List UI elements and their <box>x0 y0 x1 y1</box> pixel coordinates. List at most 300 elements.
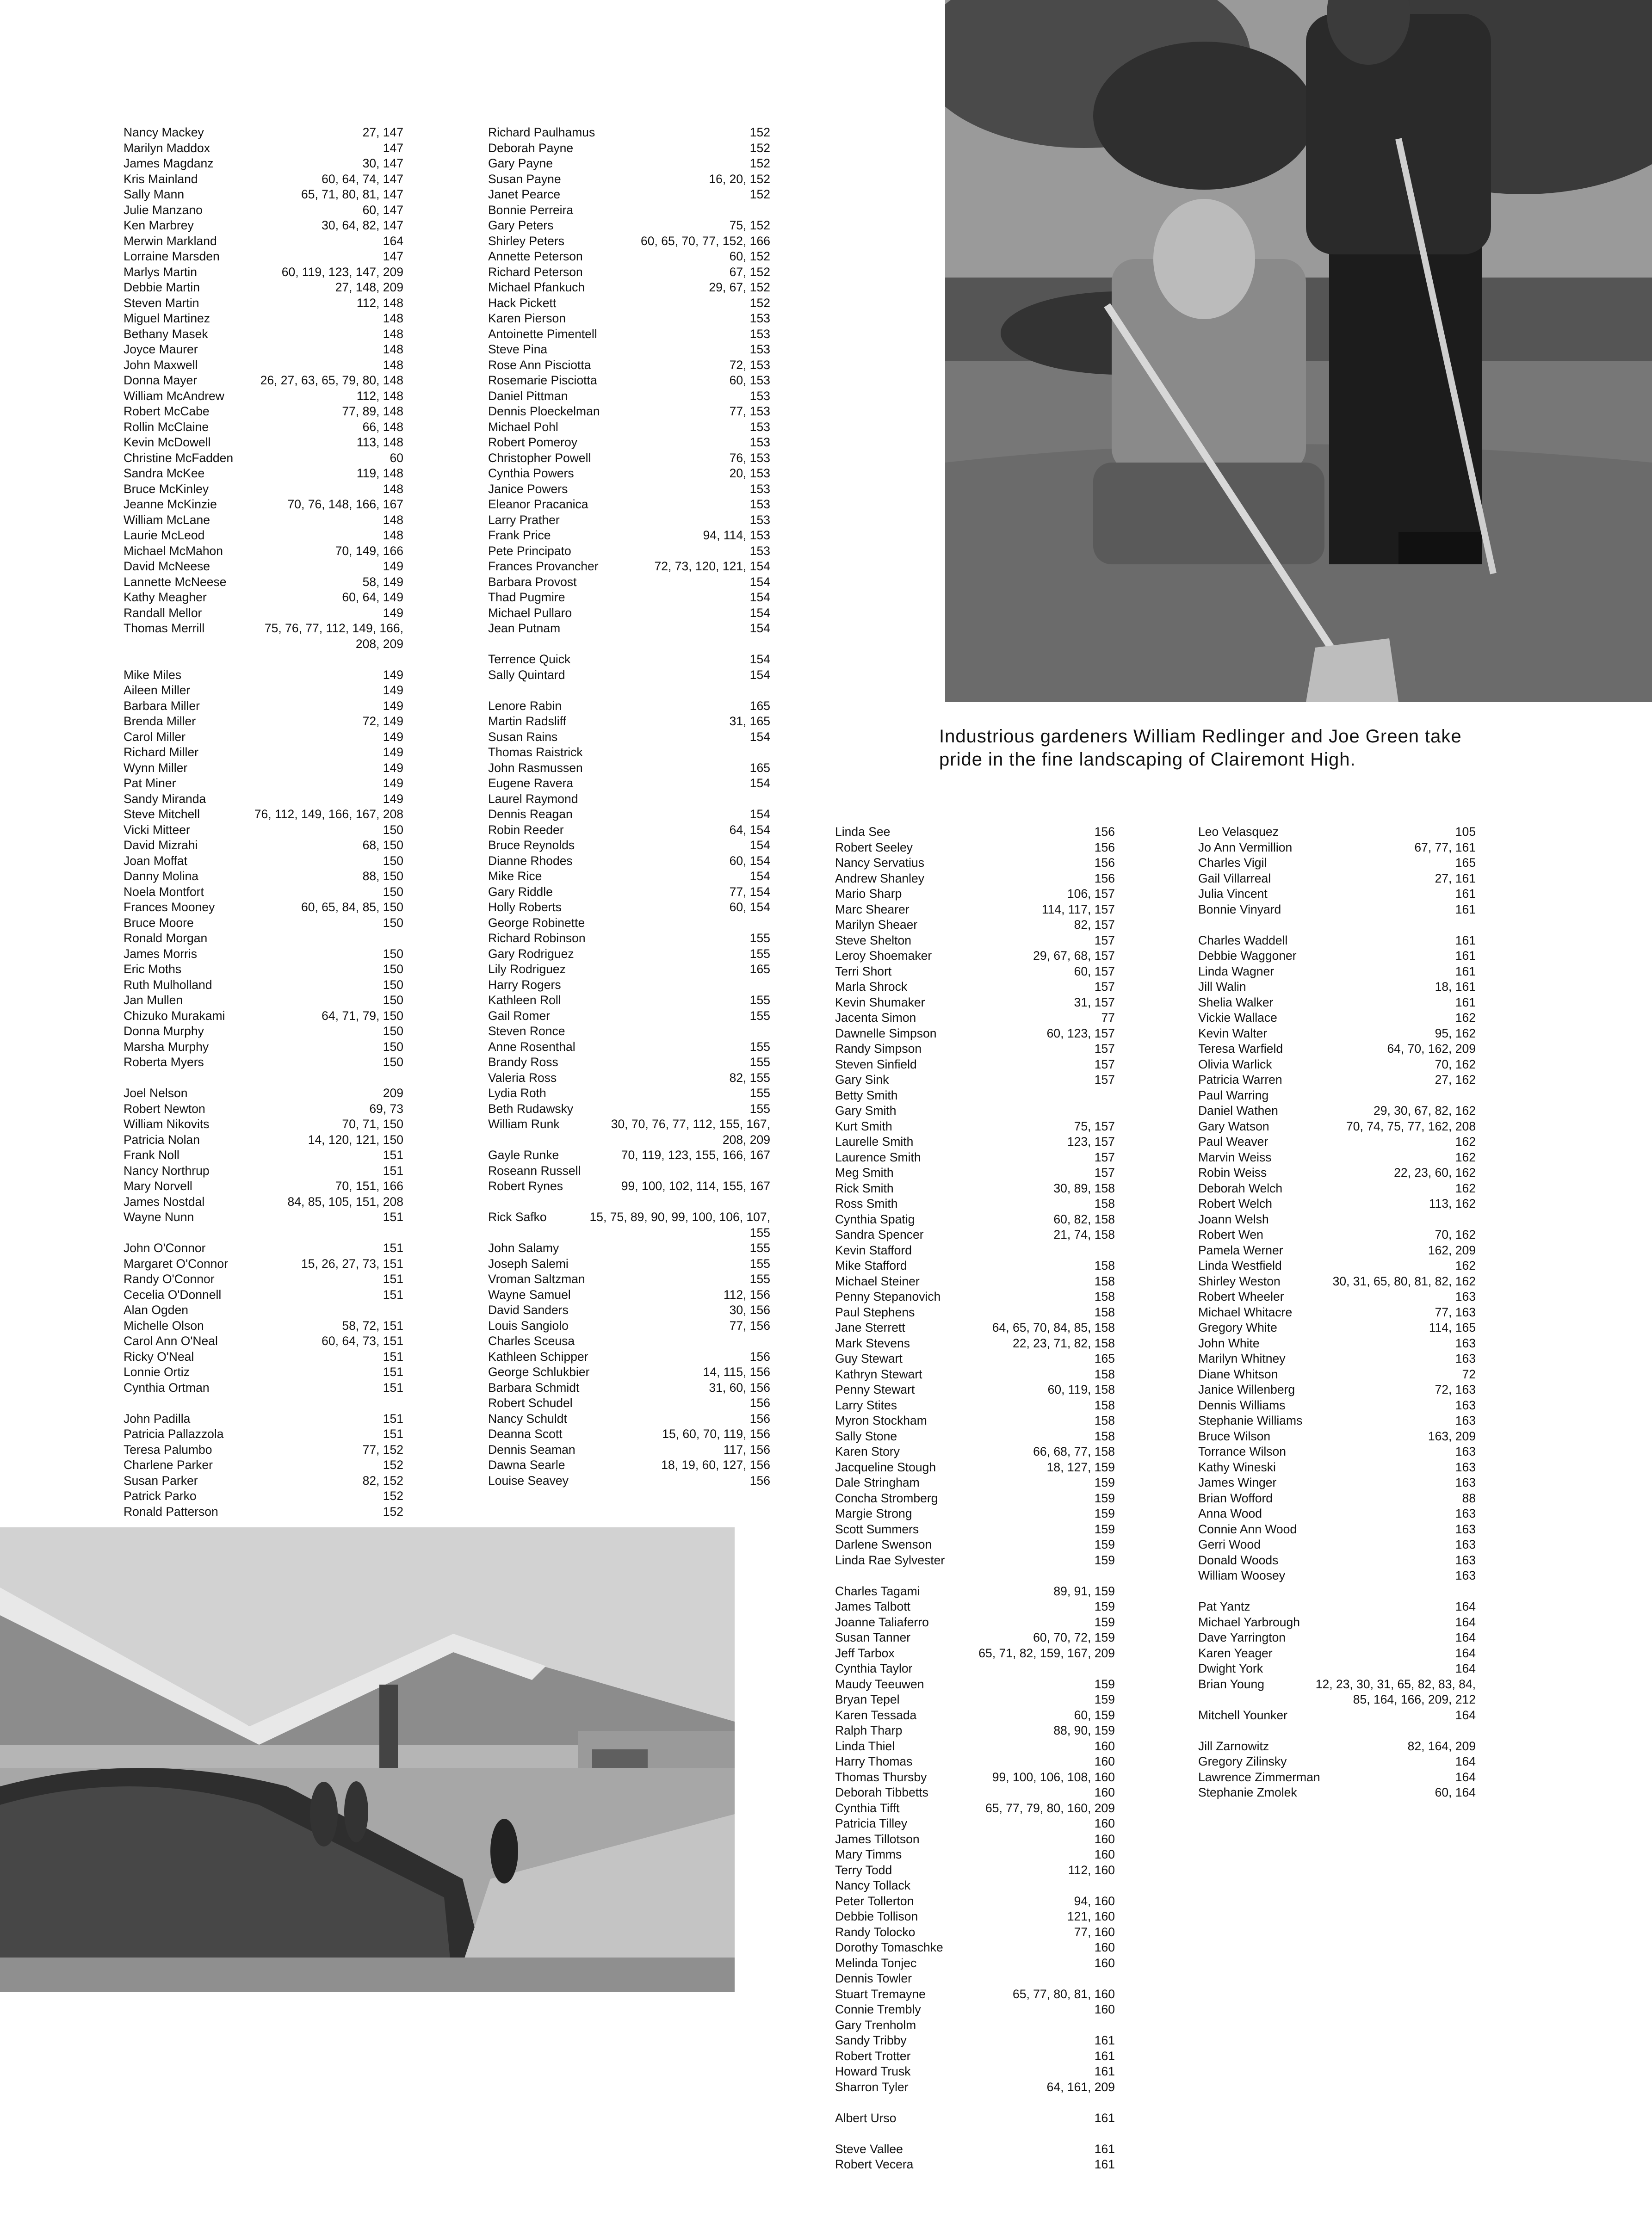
entry-name: Julie Manzano <box>124 203 203 217</box>
entry-pages: 147 <box>383 141 403 155</box>
index-entry <box>1198 1770 1476 1785</box>
entry-pages: 153 <box>749 497 770 511</box>
entry-pages: 154 <box>749 776 770 790</box>
entry-name: Debbie Waggoner <box>1198 949 1297 963</box>
entry-name: Frank Noll <box>124 1148 179 1162</box>
index-entry <box>835 1615 1115 1630</box>
index-entry <box>835 1832 1115 1847</box>
entry-name: Bonnie Perreira <box>488 203 574 217</box>
entry-name: Karen Story <box>835 1445 900 1458</box>
index-entry <box>488 590 770 605</box>
entry-name: Karen Pierson <box>488 311 566 325</box>
entry-pages: 27, 147 <box>362 125 403 139</box>
index-entry <box>488 962 770 977</box>
entry-name: Dennis Reagan <box>488 807 573 821</box>
index-entry <box>488 1334 770 1349</box>
entry-pages: 113, 162 <box>1429 1197 1476 1210</box>
index-entry <box>488 776 770 791</box>
entry-pages: 117, 156 <box>723 1442 770 1457</box>
section-gap <box>835 1568 1115 1584</box>
index-entry <box>835 840 1115 856</box>
index-entry <box>1198 1754 1476 1770</box>
entry-pages: 159 <box>1094 1599 1115 1613</box>
index-entry <box>835 855 1115 871</box>
entry-name: Sandra McKee <box>124 466 205 480</box>
entry-name: Miguel Martinez <box>124 311 210 325</box>
index-entry <box>124 791 403 807</box>
photo-caption: Industrious gardeners William Redlinger and Joe Green take pride in the fine landscaping of Clairemont High. <box>939 726 1462 770</box>
entry-name: Sandra Spencer <box>835 1228 924 1241</box>
index-entry <box>124 1473 403 1489</box>
index-entry <box>488 760 770 776</box>
campus-photo <box>0 1527 735 1992</box>
section-gap <box>1198 1584 1476 1599</box>
index-entry <box>124 1256 403 1272</box>
index-entry <box>488 172 770 187</box>
index-entry <box>835 1894 1115 1909</box>
index-entry <box>124 605 403 621</box>
index-entry <box>1198 1429 1476 1445</box>
entry-name: Robert Seeley <box>835 840 913 854</box>
entry-name: Rose Ann Pisciotta <box>488 358 591 372</box>
index-entry <box>488 1008 770 1024</box>
entry-pages: 161 <box>1455 902 1476 916</box>
entry-pages: 160 <box>1094 1739 1115 1753</box>
entry-pages: 159 <box>1094 1553 1115 1567</box>
entry-name: Wynn Miller <box>124 760 188 775</box>
index-entry <box>835 1336 1115 1352</box>
entry-name: Vroman Saltzman <box>488 1272 585 1286</box>
index-entry <box>488 698 770 714</box>
entry-name: Patricia Warren <box>1198 1073 1282 1087</box>
entry-name: Connie Trembly <box>835 2002 921 2016</box>
entry-name: Anne Rosenthal <box>488 1039 575 1054</box>
index-entry <box>124 296 403 311</box>
entry-name: Gary Watson <box>1198 1119 1269 1133</box>
entry-pages: 153 <box>749 513 770 527</box>
entry-name: Ronald Morgan <box>124 931 208 945</box>
entry-name: John Maxwell <box>124 358 198 372</box>
entry-pages: 158 <box>1094 1197 1115 1210</box>
entry-name: Pete Principato <box>488 543 571 558</box>
index-entry <box>488 389 770 404</box>
entry-pages: 75, 152 <box>729 218 770 232</box>
index-entry <box>124 187 403 203</box>
entry-pages: 163 <box>1455 1507 1476 1520</box>
index-entry <box>488 451 770 466</box>
entry-name: Beth Rudawsky <box>488 1101 574 1116</box>
entry-name: Laurel Raymond <box>488 791 578 806</box>
entry-pages: 151 <box>383 1241 403 1255</box>
entry-name: Kevin McDowell <box>124 435 211 449</box>
index-entry <box>488 1210 770 1225</box>
entry-pages: 64, 154 <box>729 822 770 837</box>
entry-pages: 163 <box>1455 1522 1476 1536</box>
entry-pages: 155 <box>749 1225 770 1240</box>
entry-pages: 70, 149, 166 <box>335 543 403 558</box>
entry-name: Jane Sterrett <box>835 1321 905 1334</box>
entry-name: Janice Powers <box>488 482 568 496</box>
entry-name: Harry Rogers <box>488 977 561 992</box>
entry-pages: 150 <box>383 962 403 976</box>
index-entry <box>488 513 770 528</box>
entry-name: Teresa Warfield <box>1198 1042 1283 1056</box>
entry-pages: 155 <box>749 1101 770 1116</box>
entry-pages: 60, 82, 158 <box>1053 1212 1115 1226</box>
entry-pages: 149 <box>383 791 403 806</box>
entry-pages: 153 <box>749 543 770 558</box>
entry-name: Dawnelle Simpson <box>835 1026 937 1040</box>
index-entry <box>488 1380 770 1396</box>
entry-name: Michael Pohl <box>488 420 558 434</box>
entry-pages: 164 <box>1455 1708 1476 1722</box>
entry-name: Rosemarie Pisciotta <box>488 373 597 387</box>
entry-name: Linda Thiel <box>835 1739 895 1753</box>
entry-pages: 69, 73 <box>369 1101 403 1116</box>
entry-name: Annette Peterson <box>488 249 583 263</box>
entry-pages: 76, 153 <box>729 451 770 465</box>
entry-pages: 160 <box>1094 2002 1115 2016</box>
index-entry <box>1198 1010 1476 1026</box>
entry-pages: 162 <box>1455 1259 1476 1272</box>
entry-pages: 64, 70, 162, 209 <box>1387 1042 1476 1056</box>
index-entry <box>835 1274 1115 1290</box>
index-entry <box>1198 979 1476 995</box>
entry-name: William Runk <box>488 1117 560 1131</box>
index-entry <box>835 1754 1115 1770</box>
index-entry <box>488 791 770 807</box>
entry-name: Lydia Roth <box>488 1086 546 1100</box>
entry-pages: 160 <box>1094 1816 1115 1830</box>
entry-pages: 68, 150 <box>362 838 403 852</box>
entry-pages: 156 <box>749 1473 770 1488</box>
index-entry <box>835 1785 1115 1801</box>
index-entry <box>124 1380 403 1396</box>
entry-pages: 151 <box>383 1427 403 1441</box>
index-entry <box>835 824 1115 840</box>
entry-name: Ross Smith <box>835 1197 898 1210</box>
entry-name: Marc Shearer <box>835 902 910 916</box>
index-entry <box>124 884 403 900</box>
entry-name: Eugene Ravera <box>488 776 574 790</box>
entry-name: James Magdanz <box>124 156 214 170</box>
entry-pages: 72, 163 <box>1435 1383 1476 1396</box>
entry-pages: 160 <box>1094 1847 1115 1861</box>
entry-name: Gerri Wood <box>1198 1538 1261 1551</box>
index-entry <box>124 1287 403 1303</box>
entry-name: John O'Connor <box>124 1241 206 1255</box>
entry-pages: 70, 119, 123, 155, 166, 167 <box>621 1148 770 1162</box>
entry-pages: 148 <box>383 513 403 527</box>
index-entry <box>124 1024 403 1039</box>
index-entry <box>488 574 770 590</box>
entry-name: George Schlukbier <box>488 1365 590 1379</box>
index-entry <box>488 234 770 249</box>
entry-name: Randall Mellor <box>124 605 202 620</box>
index-entry <box>124 1427 403 1442</box>
entry-pages: 161 <box>1094 2033 1115 2047</box>
index-entry <box>835 1057 1115 1073</box>
entry-name: Kris Mainland <box>124 172 198 186</box>
entry-name: David Mizrahi <box>124 838 198 852</box>
index-entry <box>488 931 770 946</box>
entry-pages: 162 <box>1455 1150 1476 1164</box>
entry-pages: 75, 76, 77, 112, 149, 166, <box>264 621 403 635</box>
index-entry <box>835 1150 1115 1166</box>
entry-name: Joseph Salemi <box>488 1256 569 1271</box>
entry-pages: 165 <box>749 760 770 775</box>
index-entry <box>488 1287 770 1303</box>
index-entry <box>835 1382 1115 1398</box>
entry-pages: 150 <box>383 946 403 961</box>
index-entry <box>1198 855 1476 871</box>
index-entry <box>124 218 403 234</box>
entry-pages: 160 <box>1094 1832 1115 1846</box>
index-entry <box>835 2157 1115 2173</box>
entry-name: Richard Robinson <box>488 931 586 945</box>
entry-pages: 148 <box>383 327 403 341</box>
entry-pages: 154 <box>749 667 770 682</box>
index-entry <box>1198 1785 1476 1801</box>
index-entry <box>124 1504 403 1520</box>
entry-name: Randy O'Connor <box>124 1272 215 1286</box>
index-entry <box>835 1971 1115 1987</box>
entry-pages: 149 <box>383 698 403 713</box>
entry-name: Gail Romer <box>488 1008 551 1023</box>
entry-pages: 95, 162 <box>1435 1026 1476 1040</box>
index-entry <box>835 871 1115 887</box>
entry-name: Gary Smith <box>835 1104 897 1118</box>
index-entry <box>124 636 403 652</box>
entry-name: Olivia Warlick <box>1198 1057 1272 1071</box>
entry-name: Kathy Meagher <box>124 590 207 604</box>
entry-pages: 12, 23, 30, 31, 65, 82, 83, 84, <box>1315 1677 1476 1691</box>
index-entry <box>835 1816 1115 1832</box>
entry-pages: 155 <box>749 931 770 945</box>
entry-pages: 152 <box>383 1458 403 1472</box>
index-entry <box>835 1584 1115 1599</box>
entry-pages: 60, 164 <box>1435 1785 1476 1799</box>
index-entry <box>124 358 403 373</box>
entry-pages: 15, 60, 70, 119, 156 <box>662 1427 770 1441</box>
entry-name: Ronald Patterson <box>124 1504 218 1519</box>
entry-pages: 77, 160 <box>1074 1925 1115 1939</box>
entry-name: Jan Mullen <box>124 993 183 1007</box>
index-entry <box>835 1909 1115 1925</box>
index-entry <box>1198 840 1476 856</box>
entry-name: Susan Rains <box>488 729 558 744</box>
entry-pages: 152 <box>749 141 770 155</box>
entry-name: Richard Peterson <box>488 265 583 279</box>
entry-name: James Winger <box>1198 1476 1277 1489</box>
index-entry <box>1198 1475 1476 1491</box>
entry-name: Janet Pearce <box>488 187 561 201</box>
entry-pages: 150 <box>383 977 403 992</box>
entry-pages: 14, 115, 156 <box>703 1365 770 1379</box>
section-gap <box>488 683 770 698</box>
index-entry <box>835 886 1115 902</box>
entry-name: Lannette McNeese <box>124 574 227 589</box>
entry-name: Mary Norvell <box>124 1179 192 1193</box>
entry-name: Gayle Runke <box>488 1148 559 1162</box>
entry-pages: 153 <box>749 342 770 356</box>
entry-name: Michael Pfankuch <box>488 280 585 294</box>
entry-name: Mike Miles <box>124 667 182 682</box>
index-entry <box>124 234 403 249</box>
entry-pages: 150 <box>383 915 403 930</box>
entry-name: Steven Sinfield <box>835 1057 917 1071</box>
entry-pages: 148 <box>383 342 403 356</box>
entry-name: Larry Prather <box>488 513 560 527</box>
index-entry <box>124 869 403 884</box>
entry-pages: 72, 149 <box>362 714 403 728</box>
entry-pages: 30, 89, 158 <box>1053 1181 1115 1195</box>
entry-name: Gregory Zilinsky <box>1198 1754 1287 1768</box>
index-entry <box>124 667 403 683</box>
index-entry <box>1198 948 1476 964</box>
index-entry <box>835 1475 1115 1491</box>
entry-name: Scott Summers <box>835 1522 919 1536</box>
index-entry <box>124 807 403 822</box>
entry-pages: 208, 209 <box>355 636 403 651</box>
entry-pages: 159 <box>1094 1491 1115 1505</box>
entry-name: Deborah Welch <box>1198 1181 1283 1195</box>
entry-pages: 162 <box>1455 1011 1476 1025</box>
index-entry <box>124 993 403 1008</box>
section-gap <box>488 636 770 652</box>
entry-name: Deborah Tibbetts <box>835 1785 928 1799</box>
entry-pages: 76, 112, 149, 166, 167, 208 <box>254 807 403 821</box>
entry-name: George Robinette <box>488 915 585 930</box>
index-entry <box>488 1473 770 1489</box>
index-entry <box>124 203 403 218</box>
entry-name: Jacenta Simon <box>835 1011 916 1025</box>
entry-name: Deborah Payne <box>488 141 574 155</box>
index-entry <box>124 1086 403 1101</box>
entry-pages: 151 <box>383 1349 403 1364</box>
index-entry <box>124 729 403 745</box>
entry-name: Barbara Provost <box>488 574 577 589</box>
index-entry <box>835 2049 1115 2064</box>
entry-pages: 154 <box>749 621 770 635</box>
index-entry <box>835 964 1115 980</box>
entry-pages: 70, 71, 150 <box>342 1117 403 1131</box>
entry-pages: 158 <box>1094 1429 1115 1443</box>
entry-name: Patricia Tilley <box>835 1816 908 1830</box>
entry-pages: 154 <box>749 590 770 604</box>
index-entry <box>488 1132 770 1148</box>
entry-name: Myron Stockham <box>835 1414 927 1427</box>
index-entry <box>1198 1103 1476 1119</box>
index-entry <box>1198 886 1476 902</box>
entry-pages: 99, 100, 102, 114, 155, 167 <box>621 1179 770 1193</box>
index-column-3 <box>835 824 1115 2173</box>
index-entry <box>835 1801 1115 1816</box>
entry-name: Lawrence Zimmerman <box>1198 1770 1320 1784</box>
index-entry <box>835 1987 1115 2002</box>
entry-pages: 88, 90, 159 <box>1053 1723 1115 1737</box>
entry-name: Dawna Searle <box>488 1458 565 1472</box>
entry-name: Dennis Williams <box>1198 1398 1286 1412</box>
entry-pages: 94, 114, 153 <box>703 528 770 542</box>
index-entry <box>488 729 770 745</box>
index-entry <box>124 1318 403 1334</box>
entry-pages: 158 <box>1094 1414 1115 1427</box>
entry-pages: 65, 77, 80, 81, 160 <box>1012 1987 1115 2001</box>
entry-name: Ricky O'Neal <box>124 1349 194 1364</box>
entry-name: Robert Pomeroy <box>488 435 577 449</box>
index-entry <box>488 543 770 559</box>
entry-pages: 58, 149 <box>362 574 403 589</box>
index-entry <box>124 1272 403 1287</box>
entry-pages: 158 <box>1094 1367 1115 1381</box>
entry-pages: 30, 156 <box>729 1303 770 1317</box>
index-entry <box>488 1241 770 1256</box>
index-entry <box>835 1460 1115 1476</box>
entry-pages: 64, 161, 209 <box>1046 2080 1115 2094</box>
index-entry <box>488 993 770 1008</box>
index-entry <box>1198 1522 1476 1538</box>
entry-name: Susan Tanner <box>835 1630 911 1644</box>
entry-pages: 112, 148 <box>356 389 403 403</box>
index-entry <box>488 1396 770 1411</box>
entry-pages: 160 <box>1094 1754 1115 1768</box>
entry-name: Pamela Werner <box>1198 1243 1283 1257</box>
index-entry <box>488 466 770 482</box>
index-entry <box>124 1132 403 1148</box>
index-entry <box>124 327 403 342</box>
entry-name: Cynthia Taylor <box>835 1661 913 1675</box>
index-entry <box>488 1442 770 1458</box>
index-entry <box>1198 1274 1476 1290</box>
entry-name: Wayne Nunn <box>124 1210 194 1224</box>
entry-name: Wayne Samuel <box>488 1287 571 1302</box>
entry-pages: 156 <box>1094 856 1115 870</box>
entry-pages: 157 <box>1094 1166 1115 1180</box>
section-gap <box>488 1194 770 1210</box>
entry-pages: 158 <box>1094 1290 1115 1303</box>
entry-pages: 152 <box>749 156 770 170</box>
entry-pages: 154 <box>749 574 770 589</box>
index-entry <box>1198 1739 1476 1754</box>
index-entry <box>124 1334 403 1349</box>
entry-name: Marlys Martin <box>124 265 198 279</box>
entry-name: Vicki Mitteer <box>124 822 190 837</box>
entry-pages: 31, 165 <box>729 714 770 728</box>
entry-pages: 161 <box>1455 887 1476 901</box>
index-entry <box>488 1163 770 1179</box>
entry-name: Thomas Thursby <box>835 1770 927 1784</box>
index-entry <box>835 1196 1115 1212</box>
entry-name: Kathleen Roll <box>488 993 561 1007</box>
entry-pages: 119, 148 <box>356 466 403 480</box>
entry-pages: 161 <box>1455 995 1476 1009</box>
index-entry <box>835 1444 1115 1460</box>
index-entry <box>835 2002 1115 2018</box>
entry-name: Kathy Wineski <box>1198 1460 1276 1474</box>
entry-name: Richard Paulhamus <box>488 125 595 139</box>
entry-pages: 114, 117, 157 <box>1041 902 1115 916</box>
index-entry <box>1198 1677 1476 1692</box>
entry-name: Barbara Miller <box>124 698 200 713</box>
index-entry <box>1198 1336 1476 1352</box>
index-entry <box>835 1646 1115 1661</box>
entry-pages: 157 <box>1094 933 1115 947</box>
index-entry <box>1198 1413 1476 1429</box>
entry-pages: 16, 20, 152 <box>709 172 770 186</box>
entry-name: Lily Rodriguez <box>488 962 566 976</box>
entry-name: Kevin Walter <box>1198 1026 1268 1040</box>
